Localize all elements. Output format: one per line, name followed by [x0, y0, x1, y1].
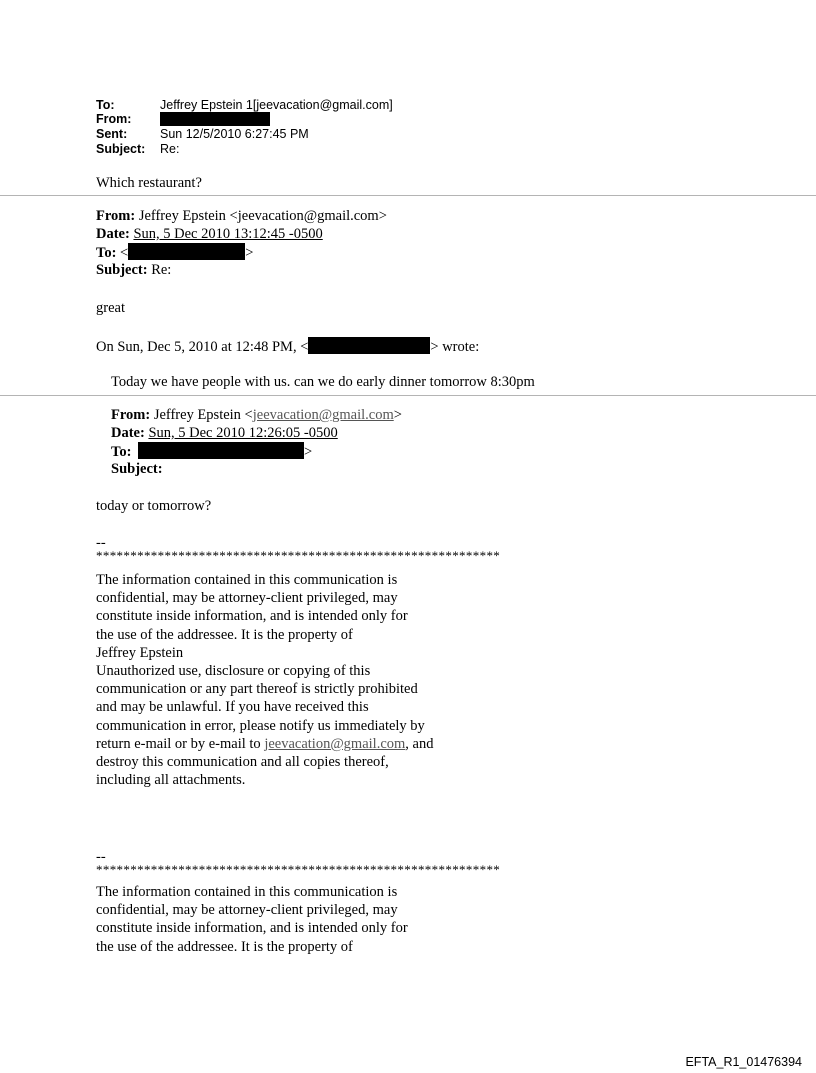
message-body-1: Which restaurant? [96, 175, 202, 191]
msg2-to-close: > [245, 245, 254, 261]
msg2-to-label: To: [96, 245, 117, 261]
msg2-date-row [96, 225, 323, 243]
header-to-label: To: [96, 98, 115, 112]
disclaimer-1 [96, 571, 433, 789]
disclaimer-line: confidential, may be attorney-client privileged, may [96, 590, 398, 607]
header-sent-row [96, 127, 309, 142]
msg2-subject-label: Subject: [96, 262, 148, 278]
disclaimer-line: constitute inside information, and is intended only for [96, 920, 408, 937]
divider [0, 395, 816, 396]
document-id-footer: EFTA_R1_01476394 [685, 1055, 802, 1069]
msg3-email-link[interactable]: jeevacation@gmail.com [252, 407, 394, 423]
return-prefix: return e-mail or by e-mail to [96, 735, 265, 752]
msg3-from-row [111, 406, 402, 424]
msg3-from-suffix: > [393, 407, 402, 423]
disclaimer-line: The information contained in this communication is [96, 572, 398, 588]
disclaimer-return-line [96, 735, 433, 753]
header-sent-label: Sent: [96, 127, 128, 141]
msg2-date-label: Date: [96, 226, 130, 242]
quote-prefix: On Sun, Dec 5, 2010 at 12:48 PM, < [96, 339, 309, 355]
disclaimer-line: The information contained in this communication is [96, 884, 398, 900]
redaction-block [138, 442, 304, 459]
msg3-to-label: To: [111, 444, 132, 460]
msg3-date-row [111, 424, 338, 442]
disclaimer-line: the use of the addressee. It is the property of [96, 626, 353, 643]
divider [0, 195, 816, 196]
disclaimer-line: communication in error, please notify us immediately by [96, 717, 425, 734]
header-subject-value: Re: [160, 142, 180, 156]
msg2-from-row [96, 207, 387, 225]
msg3-from-prefix: Jeffrey Epstein < [153, 407, 253, 423]
redaction-block [160, 112, 270, 126]
msg3-to-row [111, 442, 312, 461]
signature-dashes: -- [96, 849, 106, 865]
disclaimer-2 [96, 883, 408, 956]
header-to-value: Jeffrey Epstein 1[jeevacation@gmail.com] [160, 98, 393, 112]
disclaimer-line: constitute inside information, and is intended only for [96, 608, 408, 625]
quoted-text: Today we have people with us. can we do early dinner tomorrow 8:30pm [111, 374, 535, 390]
msg3-subject-label: Subject: [111, 461, 163, 477]
msg3-subject-row [111, 460, 163, 478]
header-to-row [96, 98, 393, 113]
disclaimer-email-link[interactable]: jeevacation@gmail.com [264, 735, 406, 752]
msg2-subject-row [96, 261, 171, 279]
header-from-label: From: [96, 112, 132, 126]
signature-stars: *********************************************************** [96, 548, 501, 563]
header-from-row [96, 112, 270, 127]
msg3-body: today or tomorrow? [96, 498, 212, 514]
signature-stars: *********************************************************** [96, 862, 501, 877]
signature-dashes: -- [96, 535, 106, 551]
disclaimer-line: Unauthorized use, disclosure or copying of this [96, 662, 371, 679]
msg3-to-close: > [304, 444, 313, 460]
msg2-date-value: Sun, 5 Dec 2010 13:12:45 -0500 [133, 226, 323, 242]
msg2-body: great [96, 300, 125, 316]
quote-suffix: > wrote: [430, 339, 480, 355]
msg2-to-open: < [120, 245, 129, 261]
disclaimer-line: the use of the addressee. It is the property of [96, 938, 353, 955]
header-subject-label: Subject: [96, 142, 146, 156]
disclaimer-line: and may be unlawful. If you have received this [96, 699, 369, 716]
return-suffix: , and [405, 735, 434, 752]
msg2-from-label: From: [96, 208, 136, 224]
msg3-from-label: From: [111, 407, 151, 423]
disclaimer-line: including all attachments. [96, 772, 246, 789]
quote-attribution [96, 337, 479, 356]
msg3-date-label: Date: [111, 425, 145, 441]
header-sent-value: Sun 12/5/2010 6:27:45 PM [160, 127, 309, 141]
msg2-to-row [96, 243, 253, 262]
msg2-from-value: Jeffrey Epstein <jeevacation@gmail.com> [138, 208, 387, 224]
redaction-block [128, 243, 245, 260]
redaction-block [308, 337, 430, 354]
disclaimer-line: confidential, may be attorney-client privileged, may [96, 902, 398, 919]
header-subject-row [96, 142, 179, 157]
disclaimer-line: communication or any part thereof is strictly prohibited [96, 681, 418, 698]
msg3-date-value: Sun, 5 Dec 2010 12:26:05 -0500 [148, 425, 338, 441]
disclaimer-line: Jeffrey Epstein [96, 644, 184, 661]
msg2-subject-value: Re: [151, 262, 172, 278]
disclaimer-line: destroy this communication and all copies thereof, [96, 753, 389, 770]
